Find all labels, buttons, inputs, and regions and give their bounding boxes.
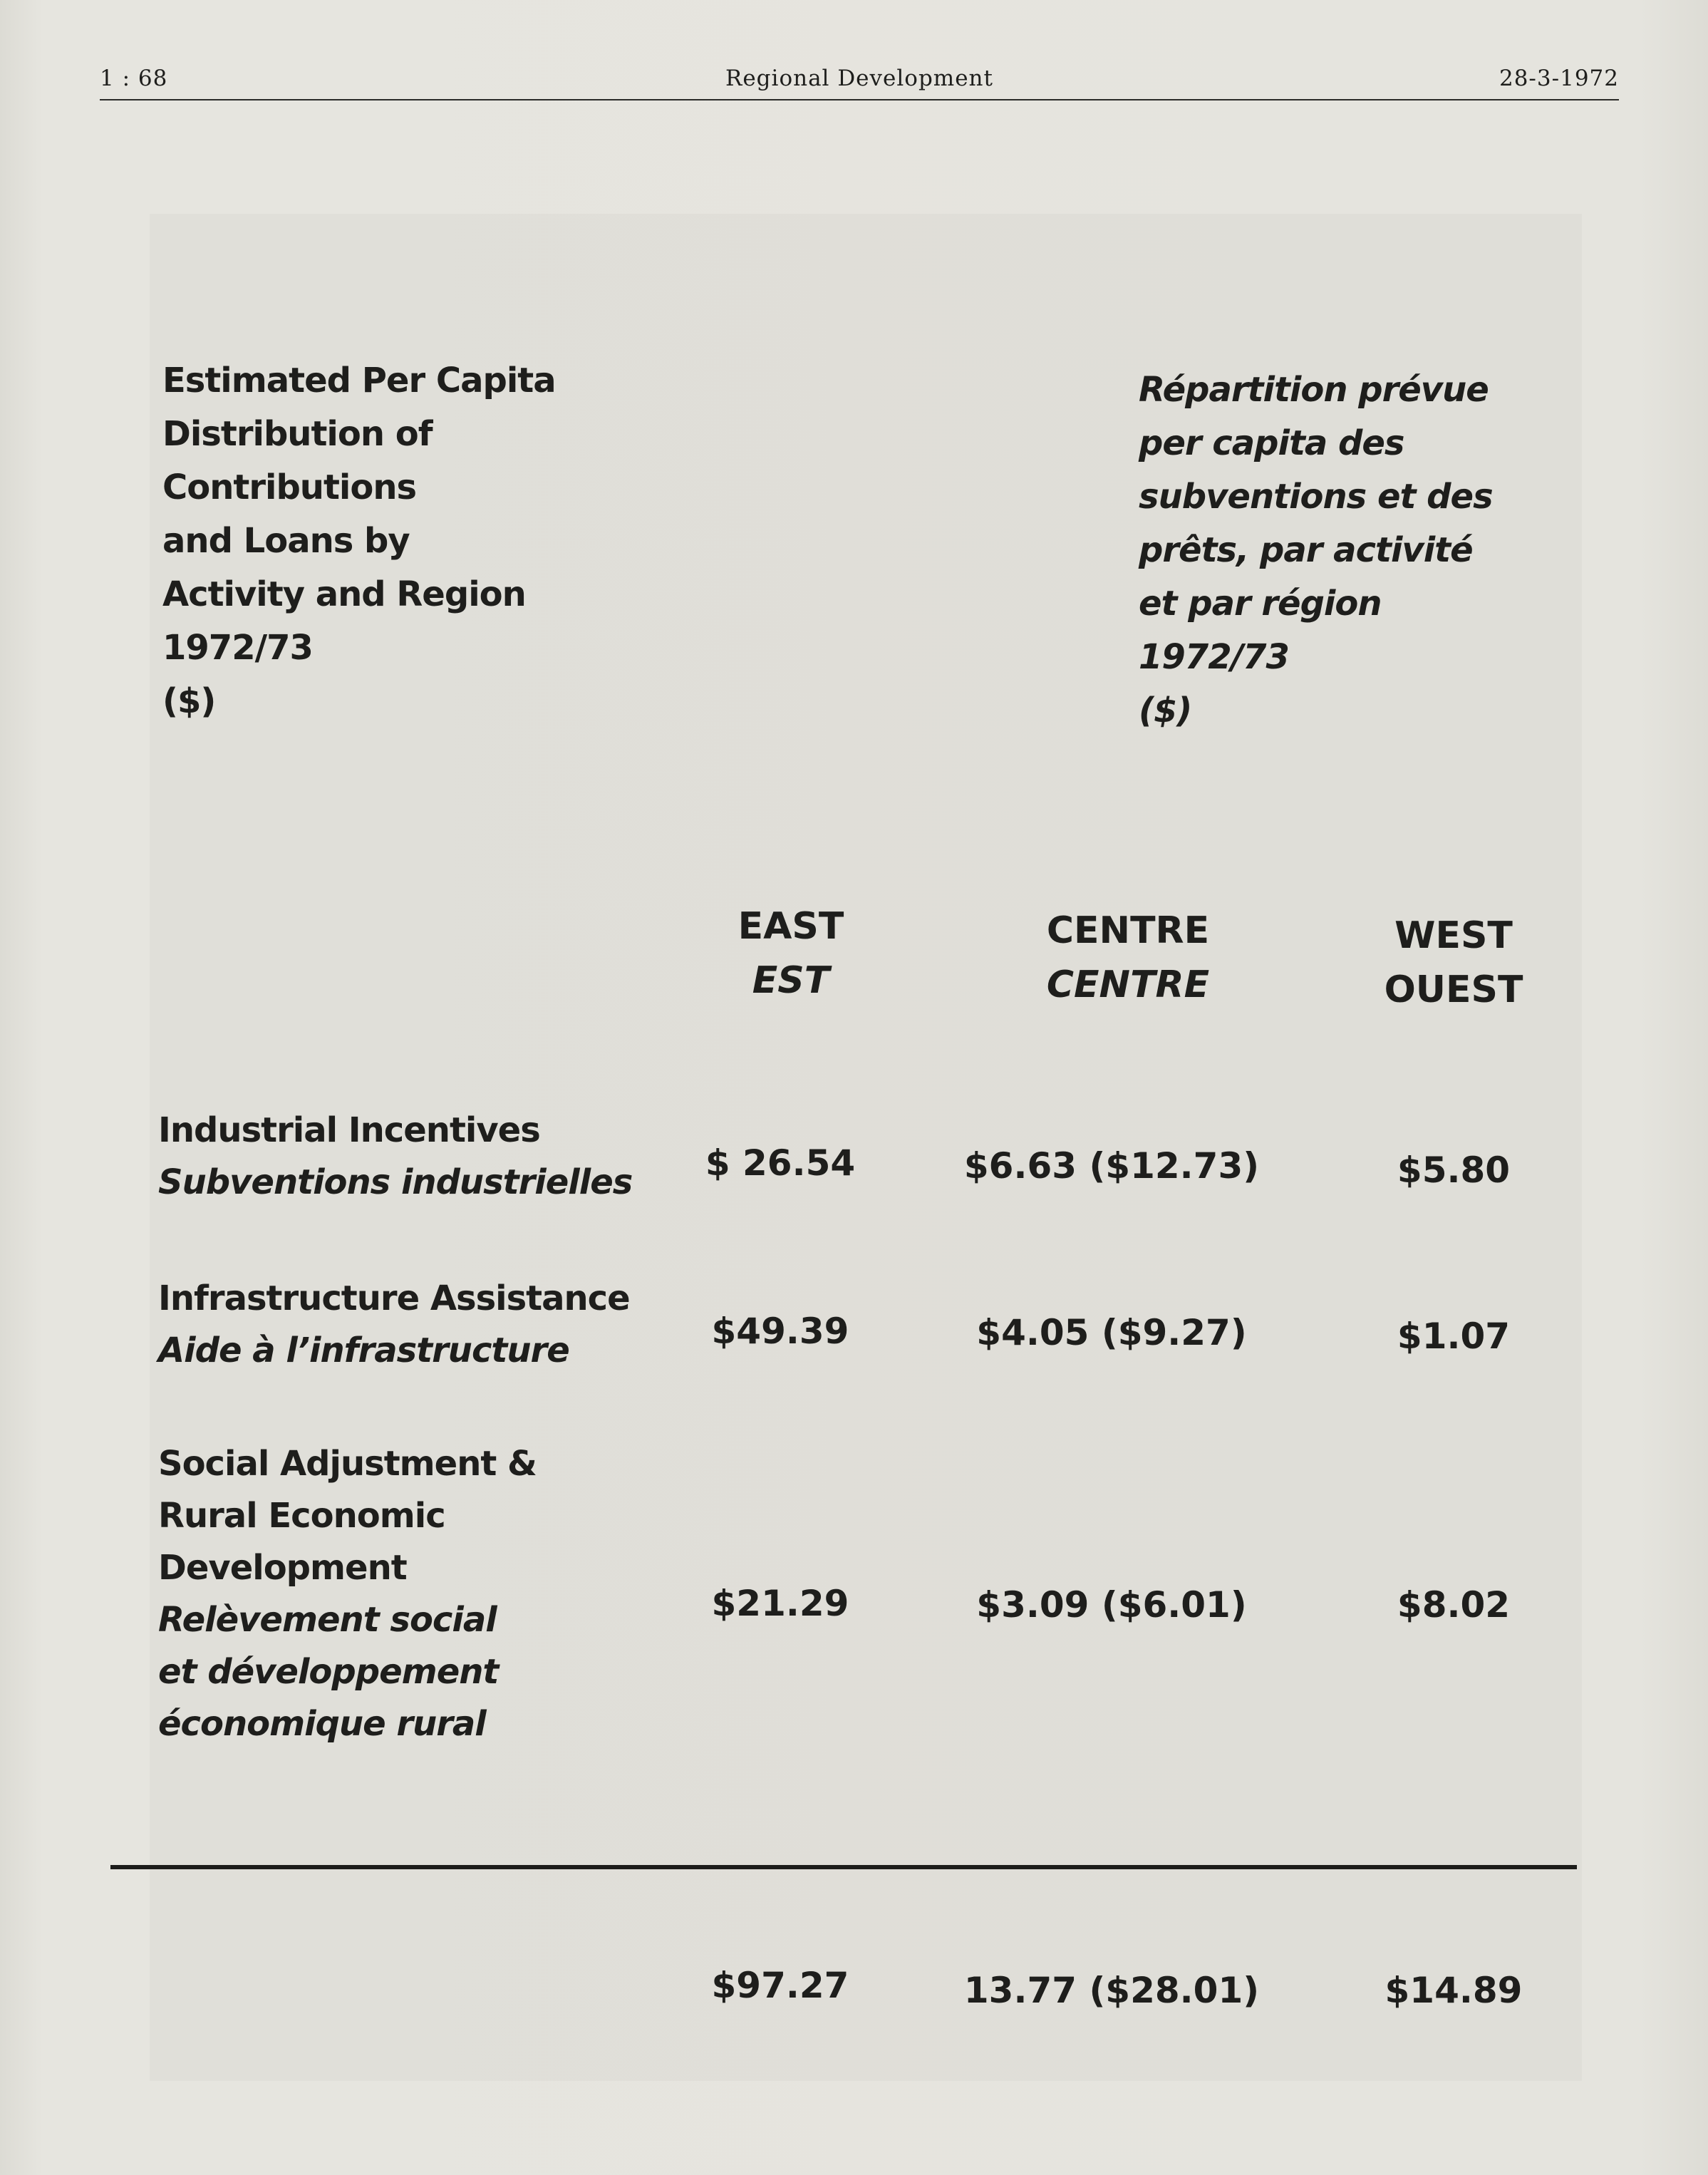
row-label-fr: et développement	[158, 1652, 499, 1692]
value-west-social: $8.02	[1397, 1584, 1511, 1626]
title-en-line: Activity and Region	[162, 574, 526, 614]
value-west-industrial: $5.80	[1397, 1150, 1511, 1191]
page-number: 1 : 68	[100, 66, 168, 91]
title-fr-line: per capita des	[1139, 423, 1404, 463]
value-east-industrial: $ 26.54	[705, 1142, 856, 1184]
row-label-en: Infrastructure Assistance	[158, 1278, 630, 1318]
total-west: $14.89	[1384, 1970, 1523, 2011]
title-en-line: Contributions	[162, 467, 417, 507]
totals-rule	[110, 1865, 1577, 1869]
column-header-west	[1304, 909, 1603, 1017]
value-centre-industrial: $6.63 ($12.73)	[963, 1145, 1260, 1187]
title-en-line: and Loans by	[162, 521, 410, 561]
value-centre-social: $3.09 ($6.01)	[976, 1584, 1247, 1626]
running-header	[100, 66, 1619, 101]
header-rule	[100, 99, 1619, 100]
running-title: Regional Development	[725, 66, 993, 91]
header-date: 28-3-1972	[1499, 66, 1619, 91]
title-fr-line: Répartition prévue	[1139, 370, 1489, 410]
column-header-fr: EST	[752, 959, 830, 1002]
title-en-line: 1972/73	[162, 628, 313, 668]
title-en-line: Estimated Per Capita	[162, 361, 556, 401]
value-centre-infrastructure: $4.05 ($9.27)	[976, 1312, 1247, 1353]
title-fr-line: ($)	[1139, 691, 1192, 730]
row-label-en: Social Adjustment &	[158, 1444, 537, 1484]
row-label-en: Rural Economic	[158, 1496, 445, 1536]
title-english	[162, 354, 661, 728]
row-label-en: Development	[158, 1548, 407, 1588]
title-fr-line: subventions et des	[1139, 477, 1493, 517]
column-header-en: WEST	[1394, 914, 1513, 957]
row-label-fr: Aide à l’infrastructure	[158, 1331, 569, 1370]
column-header-en: EAST	[737, 905, 844, 948]
total-centre: 13.77 ($28.01)	[963, 1970, 1260, 2011]
value-west-infrastructure: $1.07	[1397, 1316, 1511, 1357]
total-east: $97.27	[711, 1965, 849, 2006]
column-header-east	[641, 899, 941, 1008]
row-label-fr: économique rural	[158, 1704, 486, 1744]
row-label-fr: Relèvement social	[158, 1600, 497, 1640]
column-header-fr: CENTRE	[1046, 963, 1210, 1006]
title-french	[1139, 363, 1602, 738]
column-header-en: CENTRE	[1046, 909, 1210, 952]
column-header-centre	[978, 904, 1278, 1012]
title-en-line: ($)	[162, 681, 216, 721]
title-en-line: Distribution of	[162, 414, 433, 454]
column-header-fr: OUEST	[1384, 968, 1523, 1011]
value-east-social: $21.29	[711, 1583, 849, 1624]
value-east-infrastructure: $49.39	[711, 1311, 849, 1352]
title-fr-line: prêts, par activité	[1139, 530, 1473, 570]
row-label-fr: Subventions industrielles	[158, 1162, 633, 1202]
row-label-en: Industrial Incentives	[158, 1110, 540, 1150]
title-fr-line: 1972/73	[1139, 637, 1289, 677]
title-fr-line: et par région	[1139, 584, 1382, 624]
